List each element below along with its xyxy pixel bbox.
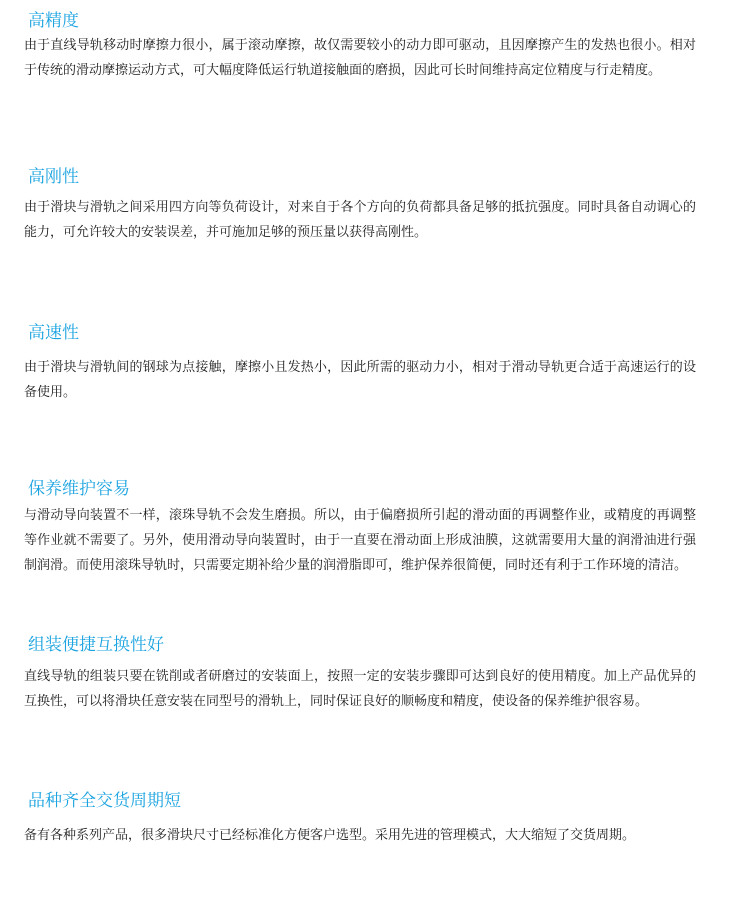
section-title: 保养维护容易 (28, 479, 130, 499)
section-body: 由于滑块与滑轨间的钢球为点接触，摩擦小且发热小，因此所需的驱动力小，相对于滑动导轨更合适于高速运行的设备使用。 (24, 360, 696, 400)
section-title: 高刚性 (28, 167, 79, 187)
section-body: 与滑动导向装置不一样，滚珠导轨不会发生磨损。所以，由于偏磨损所引起的滑动面的再调整作业，或精度的再调整等作业就不需要了。另外，使用滑动导向装置时，由于一直要在滑动面上形成油膜，这就需要用大量的润滑油进行强制润滑。而使用滚珠导轨时，只需要定期补给少量的润滑脂即可，维护保养很简便，同时还有利于工作环境的清洁。 (24, 508, 696, 573)
section-body: 由于滑块与滑轨之间采用四方向等负荷设计，对来自于各个方向的负荷都具备足够的抵抗强度。同时具备自动调心的能力，可允许较大的安装误差，并可施加足够的预压量以获得高刚性。 (24, 200, 696, 240)
section-body: 由于直线导轨移动时摩擦力很小，属于滚动摩擦，故仅需要较小的动力即可驱动，且因摩擦产生的发热也很小。相对于传统的滑动摩擦运动方式，可大幅度降低运行轨道接触面的磨损，因此可长时间维持高定位精度与行走精度。 (24, 38, 696, 78)
section-title: 品种齐全交货周期短 (28, 791, 181, 811)
section-body: 备有各种系列产品，很多滑块尺寸已经标准化方便客户选型。采用先进的管理模式，大大缩短了交货周期。 (24, 828, 636, 843)
section-body: 直线导轨的组装只要在铣削或者研磨过的安装面上，按照一定的安装步骤即可达到良好的使用精度。加上产品优异的互换性，可以将滑块任意安装在同型号的滑轨上，同时保证良好的顺畅度和精度，使设备的保养维护很容易。 (24, 669, 696, 709)
section-title: 组装便捷互换性好 (28, 635, 164, 655)
section-title: 高速性 (28, 323, 79, 343)
section-title: 高精度 (28, 11, 79, 31)
